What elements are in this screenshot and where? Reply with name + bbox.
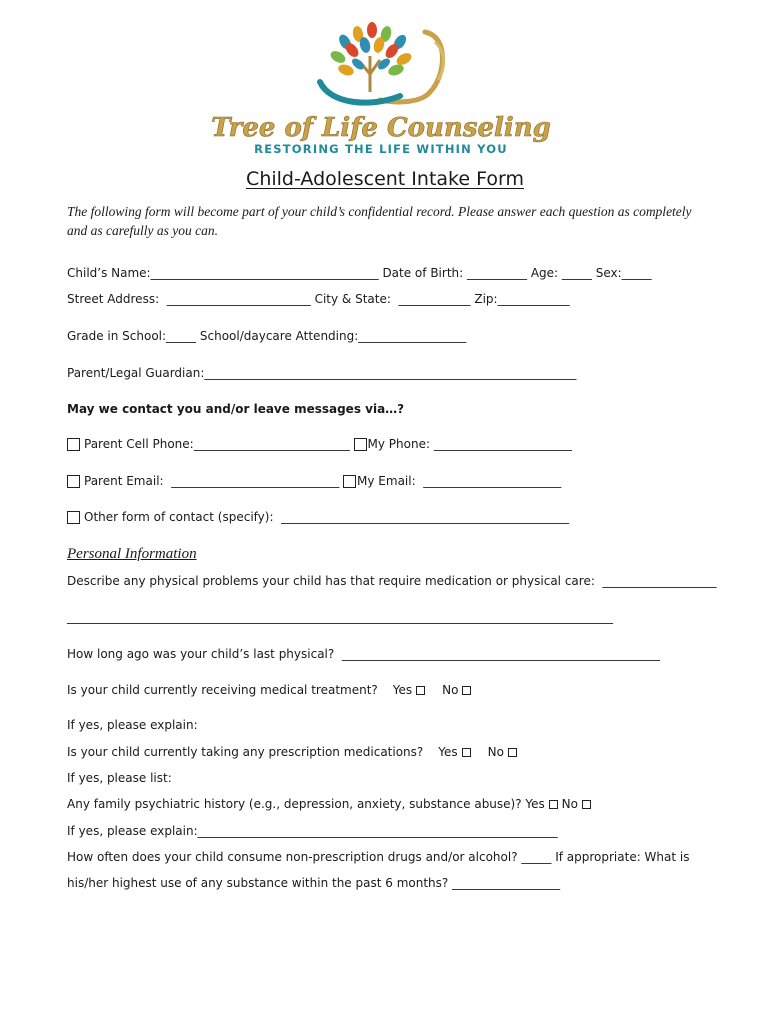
my-phone-field[interactable]: My Phone: _______________________ (367, 437, 572, 451)
info-row-3 (67, 329, 466, 343)
sex-field[interactable]: Sex:_____ (595, 266, 652, 280)
prescription-no-checkbox[interactable] (508, 748, 517, 757)
contact-heading: May we contact you and/or leave messages via…? (67, 402, 405, 416)
other-contact-field[interactable]: Other form of contact (specify): ________________________________________________ (84, 510, 570, 524)
my-email-checkbox[interactable] (343, 475, 356, 488)
contact-row-other (67, 510, 569, 524)
list-label: If yes, please list: (67, 771, 172, 785)
medical-treatment-no-checkbox[interactable] (462, 686, 471, 695)
parent-cell-field[interactable]: Parent Cell Phone:__________________________ (84, 437, 350, 451)
other-contact-checkbox[interactable] (67, 511, 80, 524)
prescription-row (67, 745, 517, 759)
zip-field[interactable]: Zip:____________ (474, 292, 570, 306)
info-row-2 (67, 292, 570, 306)
prescription-question: Is your child currently taking any prescription medications? (67, 745, 424, 759)
parent-cell-checkbox[interactable] (67, 438, 80, 451)
dob-field[interactable]: Date of Birth: __________ (382, 266, 527, 280)
age-field[interactable]: Age: _____ (530, 266, 592, 280)
no-label: No (487, 745, 504, 759)
last-physical-field[interactable]: How long ago was your child’s last physical? _____________________________________________________ (67, 647, 660, 661)
guardian-field[interactable]: Parent/Legal Guardian:______________________________________________________________ (67, 366, 577, 380)
explain-field-2[interactable]: If yes, please explain:____________________________________________________________ (67, 824, 558, 838)
svg-text:RESTORING THE LIFE WITHIN YOU: RESTORING THE LIFE WITHIN YOU (254, 142, 508, 156)
prescription-yes-checkbox[interactable] (462, 748, 471, 757)
medical-treatment-yes-checkbox[interactable] (416, 686, 425, 695)
contact-row-phone (67, 437, 572, 451)
family-history-yes-checkbox[interactable] (549, 800, 558, 809)
yes-label: Yes (392, 683, 413, 697)
contact-row-email (67, 474, 561, 488)
explain-label-1: If yes, please explain: (67, 718, 198, 732)
city-state-field[interactable]: City & State: ____________ (314, 292, 471, 306)
form-title: Child-Adolescent Intake Form (246, 168, 524, 190)
yes-label: Yes (438, 745, 458, 759)
parent-email-field[interactable]: Parent Email: ____________________________ (84, 474, 340, 488)
no-label: No (442, 683, 459, 697)
my-phone-checkbox[interactable] (354, 438, 367, 451)
tree-of-life-logo (211, 12, 551, 162)
form-intro: The following form will become part of your child’s confidential record. Please answer each question as completely and as carefully as you can. (67, 204, 692, 238)
highest-use-field[interactable]: his/her highest use of any substance within the past 6 months? __________________ (67, 876, 561, 890)
info-row-1 (67, 266, 652, 280)
family-history-row (67, 797, 591, 811)
street-address-field[interactable]: Street Address: ________________________ (67, 292, 311, 306)
family-history-no-checkbox[interactable] (582, 800, 591, 809)
child-name-field[interactable]: Child’s Name:______________________________________ (67, 266, 379, 280)
physical-problems-blank-line[interactable]: ___________________________________________________________________________________________ (67, 610, 613, 624)
medical-treatment-question: Is your child currently receiving medical treatment? (67, 683, 378, 697)
parent-email-checkbox[interactable] (67, 475, 80, 488)
physical-problems-field[interactable]: Describe any physical problems your child has that require medication or physical care: ___________________ (67, 574, 717, 588)
grade-field[interactable]: Grade in School:_____ (67, 329, 197, 343)
drugs-question[interactable]: How often does your child consume non-prescription drugs and/or alcohol? _____ If appropriate: What is (67, 850, 690, 864)
personal-info-heading: Personal Information (67, 546, 197, 562)
no-label: No (561, 797, 578, 811)
medical-treatment-row (67, 683, 471, 697)
family-history-question: Any family psychiatric history (e.g., depression, anxiety, substance abuse)? Yes (67, 797, 545, 811)
my-email-field[interactable]: My Email: _______________________ (357, 474, 562, 488)
svg-text:Tree of Life Counseling: Tree of Life Counseling (211, 113, 551, 143)
school-field[interactable]: School/daycare Attending:__________________ (199, 329, 467, 343)
